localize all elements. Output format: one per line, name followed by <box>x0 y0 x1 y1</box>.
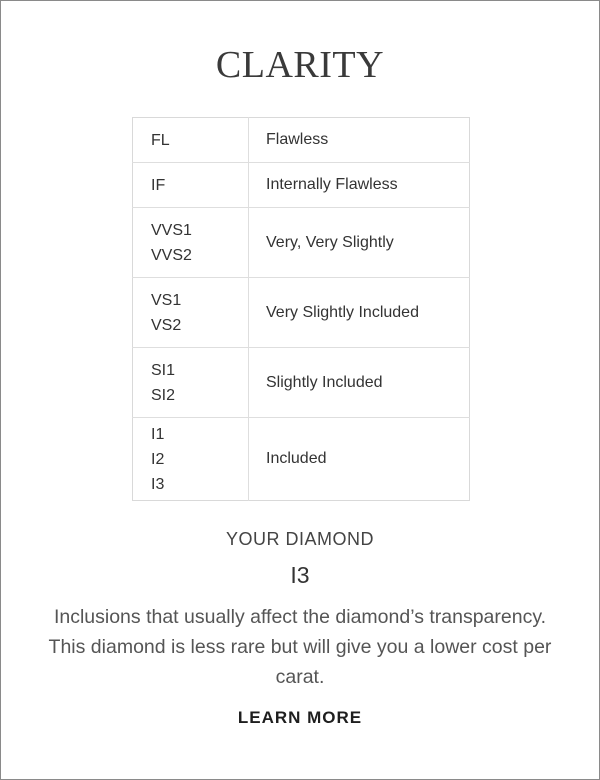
grade-codes-cell <box>133 163 249 208</box>
grade-description: Very Slightly Included <box>249 278 470 348</box>
your-diamond-label: YOUR DIAMOND <box>225 529 374 549</box>
grade-description: Included <box>266 450 327 467</box>
grade-code: SI1 <box>151 361 176 379</box>
grade-code: VS2 <box>151 316 182 334</box>
grade-codes-cell <box>133 348 249 418</box>
grade-code: FL <box>151 131 170 149</box>
grade-codes-cell <box>133 418 249 501</box>
table-row <box>133 208 470 278</box>
grade-code: I1 <box>151 425 165 443</box>
grade-codes-cell <box>133 278 249 348</box>
table-row <box>133 163 470 208</box>
grade-description: Slightly Included <box>249 348 470 418</box>
table-row <box>133 118 470 163</box>
grade-code: I2 <box>151 450 165 468</box>
grade-codes-cell <box>133 208 249 278</box>
grade-code: I3 <box>151 475 165 493</box>
grade-description: Very, Very Slightly <box>249 208 470 278</box>
your-diamond-clarity-value: I3 <box>290 562 310 588</box>
clarity-grade-table <box>132 117 470 501</box>
grade-description: Internally Flawless <box>249 163 470 208</box>
page-title: CLARITY <box>215 44 385 86</box>
grade-code: VS1 <box>151 291 182 309</box>
grade-code: SI2 <box>151 386 176 404</box>
grade-codes-cell <box>133 118 249 163</box>
table-row <box>133 278 470 348</box>
grade-code: VVS1 <box>151 221 192 239</box>
grade-description: Flawless <box>249 118 470 163</box>
table-row <box>133 348 470 418</box>
clarity-description: Inclusions that usually affect the diamond’s transparency. This diamond is less rare but will give you a lower cost per carat. <box>48 606 552 688</box>
table-row <box>133 418 470 501</box>
learn-more-button[interactable]: LEARN MORE <box>200 705 400 731</box>
grade-code: IF <box>151 176 166 194</box>
grade-code: VVS2 <box>151 246 192 264</box>
